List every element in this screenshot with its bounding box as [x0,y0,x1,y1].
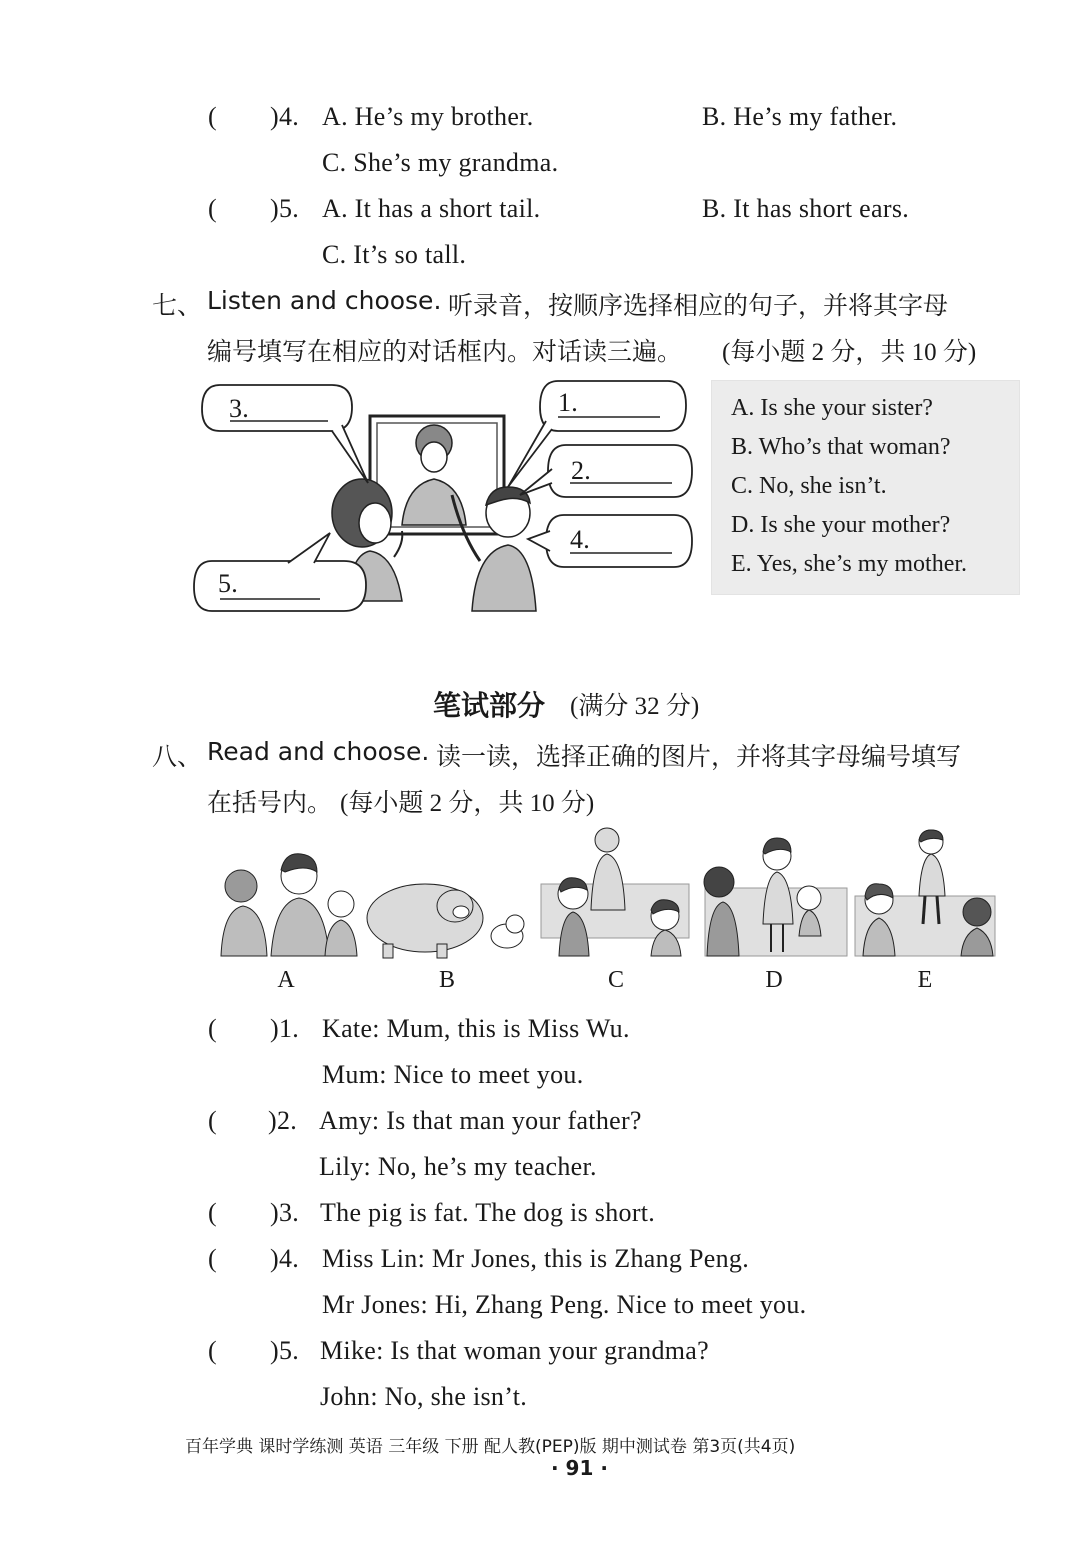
dialogue-line-1: Miss Lin: Mr Jones, this is Zhang Peng. [322,1244,749,1273]
picture-b [367,884,524,958]
picture-label-b: B [438,967,455,993]
section-title-cn-2: 在括号内。 [207,788,333,817]
picture-c [541,828,689,956]
question-number: )2. [268,1106,298,1135]
section-number: 七、 [152,291,203,320]
answer-paren-open: ( [208,194,217,223]
option-b: B. He’s my father. [702,102,898,131]
question-number: )5. [270,194,300,223]
question-number: )4. [270,1244,300,1273]
picture-label-a: A [277,967,295,993]
picture-label-d: D [765,967,783,993]
section-number: 八、 [152,742,203,771]
option-a: A. Is she your sister? [731,395,933,421]
option-c: C. It’s so tall. [322,240,467,269]
page-footer: 百年学典 课时学练测 英语 三年级 下册 配人教(PEP)版 期中测试卷 第3页(共4页) [185,1437,796,1457]
bubble-label-1: 1. [558,388,579,417]
section-title-en: Read and choose. [207,737,430,766]
dialogue-line-1: Mike: Is that woman your grandma? [320,1336,709,1365]
section-title-cn: 听录音，按顺序选择相应的句子，并将其字母 [448,291,949,320]
dialogue-line-2: John: No, she isn’t. [320,1382,528,1411]
question-number: )5. [270,1336,300,1365]
answer-paren-open: ( [208,1198,217,1227]
bubble-label-4: 4. [570,525,591,554]
bubble-label-2: 2. [571,456,592,485]
dialogue-line-1: Kate: Mum, this is Miss Wu. [322,1014,630,1043]
picture-label-c: C [607,967,624,993]
answer-paren-open: ( [208,1106,217,1135]
picture-label-e: E [917,967,933,993]
section-score: (每小题 2 分，共 10 分) [340,790,595,817]
option-c: C. She’s my grandma. [322,148,559,177]
dialogue-illustration [190,375,700,620]
speech-bubble-2 [520,445,692,497]
bubble-label-3: 3. [229,394,250,423]
picture-strip [215,826,1005,961]
answer-paren-open: ( [208,1336,217,1365]
answer-paren-open: ( [208,102,217,131]
option-a: A. It has a short tail. [322,194,541,223]
speech-bubble-3 [202,385,368,483]
answer-paren-open: ( [208,1244,217,1273]
option-b: B. It has short ears. [702,194,910,223]
options-panel [711,380,1020,595]
picture-d [704,838,847,956]
written-title: 笔试部分 [433,689,546,722]
option-d: D. Is she your mother? [731,512,951,538]
dialogue-line-2: Lily: No, he’s my teacher. [319,1152,597,1181]
option-a: A. He’s my brother. [322,102,534,131]
question-number: )3. [270,1198,300,1227]
picture-e [855,830,995,956]
bubble-label-5: 5. [218,569,239,598]
section-title-cn: 读一读，选择正确的图片，并将其字母编号填写 [436,742,962,771]
dialogue-line-1: The pig is fat. The dog is short. [320,1198,656,1227]
answer-paren-open: ( [208,1014,217,1043]
option-b: B. Who’s that woman? [731,434,951,460]
option-e: E. Yes, she’s my mother. [731,551,968,577]
dialogue-line-2: Mum: Nice to meet you. [322,1060,584,1089]
question-number: )1. [270,1014,300,1043]
question-number: )4. [270,102,300,131]
dialogue-line-1: Amy: Is that man your father? [319,1106,642,1135]
speech-bubble-4 [528,515,692,567]
picture-a [221,854,357,956]
page-number: · 91 · [551,1456,608,1480]
section-score: (每小题 2 分，共 10 分) [722,339,977,366]
written-score: (满分 32 分) [570,693,700,720]
option-c: C. No, she isn’t. [731,473,887,499]
dialogue-line-2: Mr Jones: Hi, Zhang Peng. Nice to meet you. [322,1290,807,1319]
section-title-cn-2: 编号填写在相应的对话框内。对话读三遍。 [207,337,683,366]
section-title-en: Listen and choose. [207,286,442,315]
